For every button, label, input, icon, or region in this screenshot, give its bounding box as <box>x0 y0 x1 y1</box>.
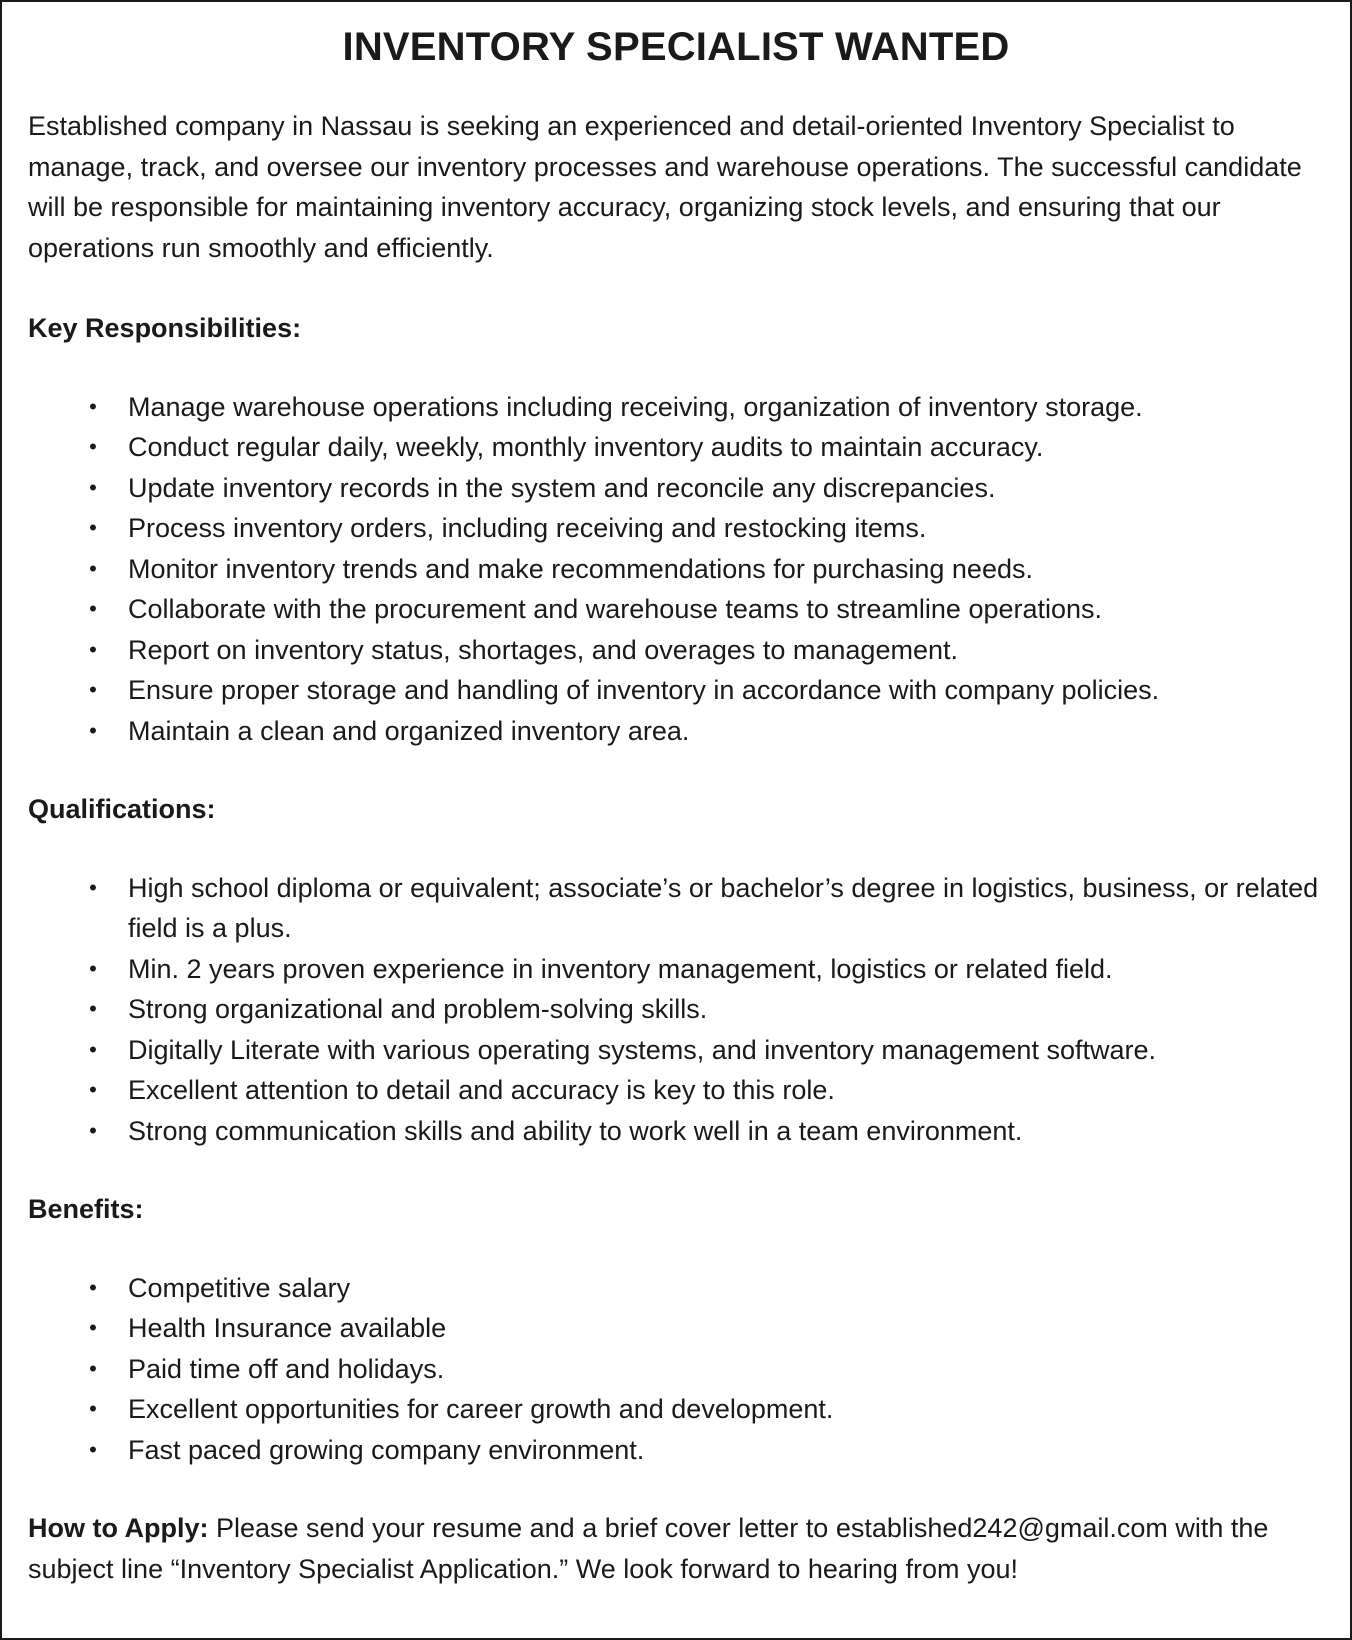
list-item <box>28 1070 1324 1111</box>
bullet-icon: • <box>89 1355 97 1381</box>
list-item-text: High school diploma or equivalent; associate’s or bachelor’s degree in logistics, business, or related field is a plus. <box>128 872 1319 943</box>
list-item <box>28 711 1324 752</box>
list-item-text: Process inventory orders, including receiving and restocking items. <box>128 513 927 543</box>
bullet-icon: • <box>89 1077 97 1102</box>
responsibilities-list <box>28 387 1324 752</box>
list-item-text: Digitally Literate with various operating systems, and inventory management software. <box>128 1034 1156 1065</box>
bullet-icon: • <box>89 1036 97 1062</box>
bullet-icon: • <box>89 474 97 500</box>
qualifications-list <box>28 868 1324 1152</box>
benefits-list <box>28 1268 1324 1471</box>
how-to-apply-label: How to Apply: <box>28 1513 209 1543</box>
bullet-icon: • <box>89 955 97 981</box>
how-to-apply-text: Please send your resume and a brief cover letter to established242@gmail.com with the subject line “Inventory Specialist Application.” We look forward to hearing from you! <box>28 1513 1269 1584</box>
how-to-apply <box>28 1508 1324 1589</box>
list-item <box>28 468 1324 509</box>
list-item <box>28 1308 1324 1349</box>
list-item-text: Health Insurance available <box>128 1313 447 1343</box>
list-item-text: Fast paced growing company environment. <box>128 1434 645 1465</box>
responsibilities-heading: Key Responsibilities: <box>28 313 302 343</box>
list-item-text: Monitor inventory trends and make recommendations for purchasing needs. <box>128 553 1033 584</box>
list-item-text: Ensure proper storage and handling of inventory in accordance with company policies. <box>128 675 1160 705</box>
bullet-icon: • <box>89 1436 97 1462</box>
list-item-text: Update inventory records in the system and reconcile any discrepancies. <box>128 472 996 503</box>
list-item <box>28 1430 1324 1471</box>
bullet-icon: • <box>89 596 97 621</box>
list-item <box>28 1030 1324 1071</box>
list-item-text: Competitive salary <box>128 1272 351 1303</box>
list-item-text: Min. 2 years proven experience in inventory management, logistics or related field. <box>128 953 1113 984</box>
list-item-text: Manage warehouse operations including receiving, organization of inventory storage. <box>128 391 1143 422</box>
posting-title: INVENTORY SPECIALIST WANTED <box>342 25 1010 69</box>
list-item <box>28 989 1324 1030</box>
list-item-text: Paid time off and holidays. <box>128 1353 445 1384</box>
bullet-icon: • <box>89 1117 97 1143</box>
bullet-icon: • <box>89 1315 97 1340</box>
list-item <box>28 508 1324 549</box>
bullet-icon: • <box>89 996 97 1021</box>
list-item-text: Strong organizational and problem-solving skills. <box>128 994 708 1024</box>
list-item-text: Collaborate with the procurement and warehouse teams to streamline operations. <box>128 594 1103 624</box>
bullet-icon: • <box>89 636 97 662</box>
bullet-icon: • <box>89 1274 97 1300</box>
bullet-icon: • <box>89 434 97 459</box>
list-item <box>28 1349 1324 1390</box>
list-item <box>28 1111 1324 1152</box>
list-item <box>28 1268 1324 1309</box>
list-item <box>28 1389 1324 1430</box>
bullet-icon: • <box>89 393 97 419</box>
list-item-text: Excellent opportunities for career growth and development. <box>128 1394 834 1424</box>
list-item-text: Conduct regular daily, weekly, monthly inventory audits to maintain accuracy. <box>128 432 1044 462</box>
intro-paragraph: Established company in Nassau is seeking an experienced and detail-oriented Inventory Specialist to manage, track, and oversee our inventory processes and warehouse operations. The successful candidate will be responsible for maintaining inventory accuracy, organizing stock levels, and ensuring that our operations run smoothly and efficiently. <box>28 111 1302 263</box>
list-item <box>28 630 1324 671</box>
list-item-text: Excellent attention to detail and accuracy is key to this role. <box>128 1075 835 1105</box>
bullet-icon: • <box>89 1396 97 1421</box>
list-item <box>28 670 1324 711</box>
benefits-heading: Benefits: <box>28 1194 144 1224</box>
bullet-icon: • <box>89 515 97 540</box>
list-item-text: Strong communication skills and ability to work well in a team environment. <box>128 1115 1023 1146</box>
bullet-icon: • <box>89 874 97 900</box>
list-item <box>28 387 1324 428</box>
qualifications-heading: Qualifications: <box>28 794 216 824</box>
list-item-text: Maintain a clean and organized inventory area. <box>128 715 690 746</box>
list-item <box>28 589 1324 630</box>
bullet-icon: • <box>89 677 97 702</box>
bullet-icon: • <box>89 555 97 581</box>
list-item-text: Report on inventory status, shortages, and overages to management. <box>128 634 958 665</box>
list-item <box>28 549 1324 590</box>
list-item <box>28 868 1324 949</box>
list-item <box>28 949 1324 990</box>
bullet-icon: • <box>89 717 97 743</box>
list-item <box>28 427 1324 468</box>
